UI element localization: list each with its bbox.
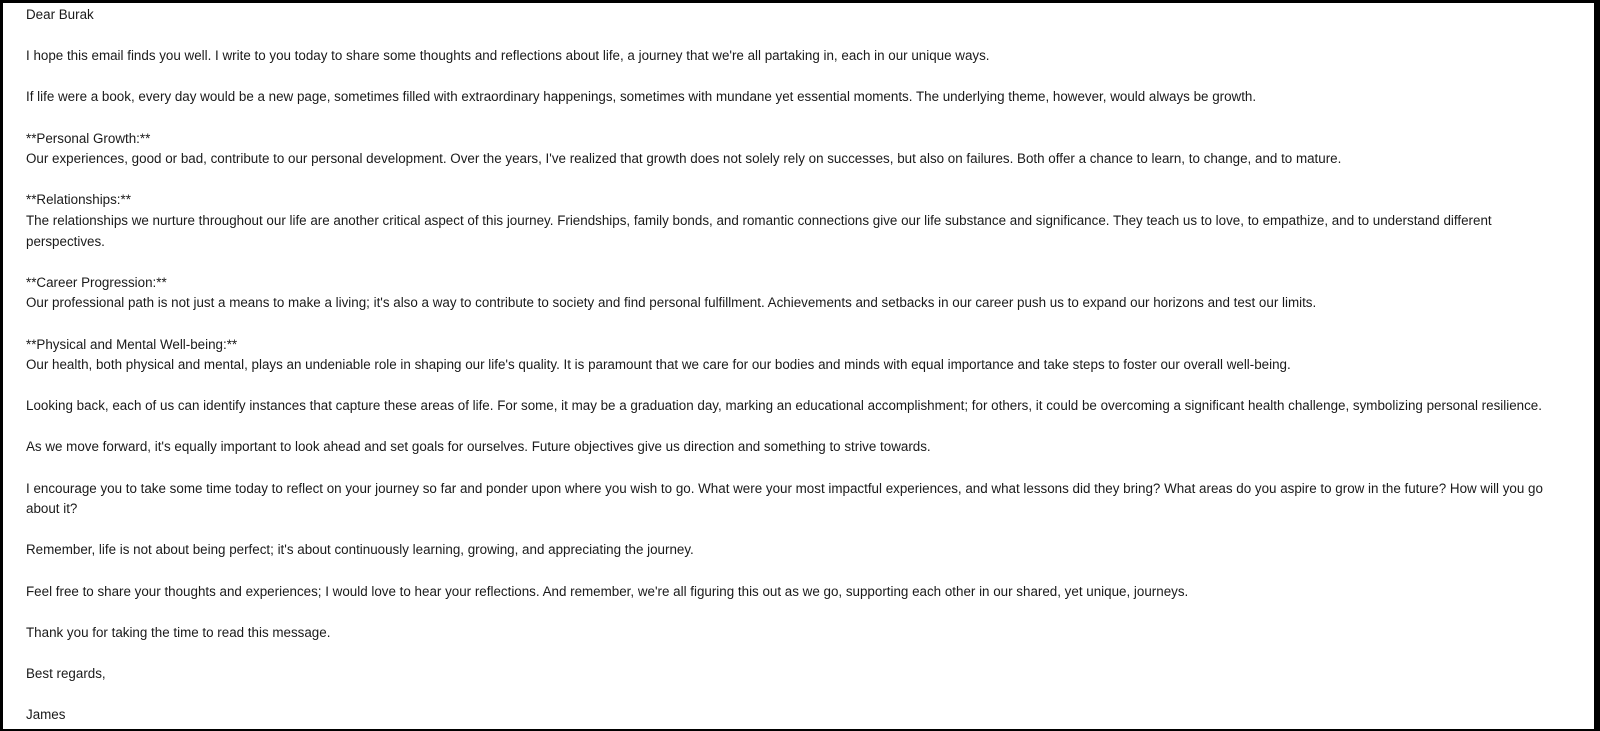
email-body bbox=[26, 5, 1591, 726]
section-text-relationships: The relationships we nurture throughout our life are another critical aspect of this journey. Friendships, family bonds, and romantic connections give our life substance and significance. They teach us to love, to empathize, and to understand different perspectives. bbox=[26, 212, 1492, 249]
section-heading-relationships: **Relationships:** bbox=[26, 192, 131, 208]
email-window bbox=[3, 3, 1594, 729]
share-paragraph: Feel free to share your thoughts and experiences; I would love to hear your reflections. And remember, we're all figuring this out as we go, supporting each other in our shared, yet unique, journeys. bbox=[26, 583, 1189, 599]
book-metaphor-paragraph: If life were a book, every day would be a new page, sometimes filled with extraordinary happenings, sometimes with mundane yet essential moments. The underlying theme, however, would always be growth. bbox=[26, 89, 1257, 105]
section-heading-personal-growth: **Personal Growth:** bbox=[26, 130, 151, 146]
section-heading-well-being: **Physical and Mental Well-being:** bbox=[26, 336, 238, 352]
intro-paragraph: I hope this email finds you well. I write to you today to share some thoughts and reflections about life, a journey that we're all partaking in, each in our unique ways. bbox=[26, 48, 990, 64]
remember-paragraph: Remember, life is not about being perfect; it's about continuously learning, growing, and appreciating the journey. bbox=[26, 542, 694, 558]
thanks-paragraph: Thank you for taking the time to read this message. bbox=[26, 624, 331, 640]
section-text-well-being: Our health, both physical and mental, plays an undeniable role in shaping our life's quality. It is paramount that we care for our bodies and minds with equal importance and take steps to foster our overall well-being. bbox=[26, 357, 1291, 373]
section-text-personal-growth: Our experiences, good or bad, contribute to our personal development. Over the years, I've realized that growth does not solely rely on successes, but also on failures. Both offer a chance to learn, to change, and to mature. bbox=[26, 151, 1342, 167]
moving-forward-paragraph: As we move forward, it's equally important to look ahead and set goals for ourselves. Future objectives give us direction and something to strive towards. bbox=[26, 439, 931, 455]
encourage-paragraph: I encourage you to take some time today to reflect on your journey so far and ponder upon where you wish to go. What were your most impactful experiences, and what lessons did they bring? What areas do you aspire to grow in the future? How will you go about it? bbox=[26, 480, 1543, 517]
section-heading-career-progression: **Career Progression:** bbox=[26, 274, 167, 290]
greeting: Dear Burak bbox=[26, 7, 94, 22]
signature: James bbox=[26, 707, 66, 723]
section-text-career-progression: Our professional path is not just a means to make a living; it's also a way to contribute to society and find personal fulfillment. Achievements and setbacks in our career push us to expand our horizons and test our limits. bbox=[26, 295, 1317, 311]
closing: Best regards, bbox=[26, 666, 106, 681]
looking-back-paragraph: Looking back, each of us can identify instances that capture these areas of life. For some, it may be a graduation day, marking an educational accomplishment; for others, it could be overcoming a significant health challenge, symbolizing personal resilience. bbox=[26, 398, 1542, 414]
